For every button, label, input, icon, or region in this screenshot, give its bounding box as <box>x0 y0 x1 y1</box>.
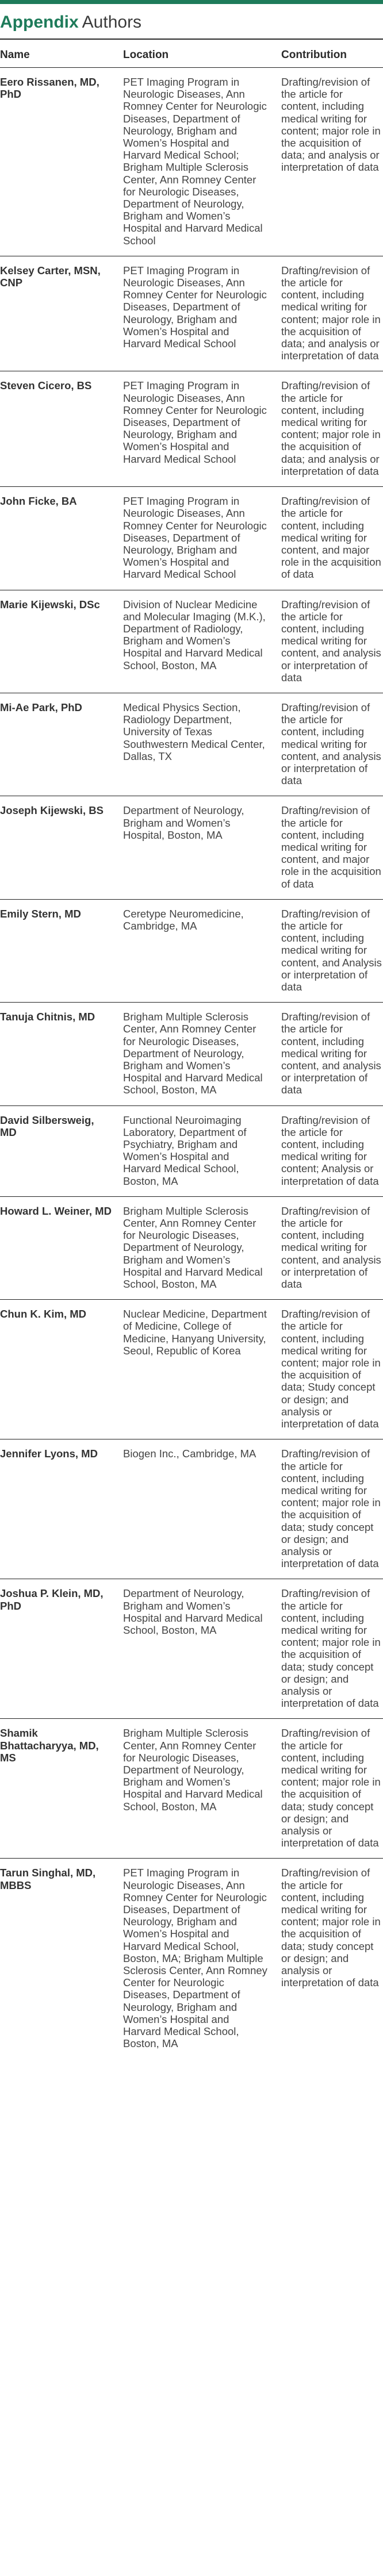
author-contribution: Drafting/revision of the article for content, including medical writing for content; major role in the acquisition of data; and analysis or interpretation of data <box>281 256 383 371</box>
author-name: Tanuja Chitnis, MD <box>0 1003 123 1105</box>
page-title <box>0 12 383 33</box>
author-name: Shamik Bhattacharyya, MD, MS <box>0 1719 123 1859</box>
table-row <box>0 899 383 1002</box>
author-contribution: Drafting/revision of the article for content, including medical writing for content; major role in the acquisition of data; study concept or design; and analysis or interpretation of data <box>281 1579 383 1719</box>
author-contribution: Drafting/revision of the article for content, including medical writing for content; major role in the acquisition of data; study concept or design; and analysis or interpretation of data <box>281 1867 381 1989</box>
author-location: PET Imaging Program in Neurologic Diseases, Ann Romney Center for Neurologic Diseases, Department of Neurology, Brigham and Women’s Hospital and Harvard Medical School; Brigham Multiple Sclerosis Center, Ann Romney Center for Neurologic Diseases, Department of Neurology, Brigham and Women’s Hospital and Harvard Medical School <box>123 68 281 256</box>
author-location: Functional Neuroimaging Laboratory, Department of Psychiatry, Brigham and Women’s Hospital and Harvard Medical School, Boston, MA <box>123 1105 281 1196</box>
author-location: Brigham Multiple Sclerosis Center, Ann Romney Center for Neurologic Diseases, Department of Neurology, Brigham and Women’s Hospital and Harvard Medical School, Boston, MA <box>123 1196 281 1299</box>
author-name: Mi-Ae Park, PhD <box>0 693 123 796</box>
author-name: Tarun Singhal, MD, MBBS <box>0 1867 96 1891</box>
table-row <box>0 693 383 796</box>
author-name: Marie Kijewski, DSc <box>0 590 123 693</box>
author-name: John Ficke, BA <box>0 487 123 590</box>
author-contribution: Drafting/revision of the article for content, including medical writing for content, and analysis or interpretation of data <box>281 590 383 693</box>
author-name: David Silbersweig, MD <box>0 1105 123 1196</box>
column-header-contribution: Contribution <box>281 45 383 68</box>
authors-table <box>0 45 383 2059</box>
appendix-label: Appendix <box>0 13 79 32</box>
table-row <box>0 1719 383 1859</box>
author-contribution: Drafting/revision of the article for content, including medical writing for content, and analysis or interpretation of data <box>281 1196 383 1299</box>
author-contribution: Drafting/revision of the article for content, including medical writing for content; Analysis or interpretation of data <box>281 1105 383 1196</box>
author-contribution: Drafting/revision of the article for content, including medical writing for content; major role in the acquisition of data; study concept or design; and analysis or interpretation of data <box>281 1719 383 1859</box>
title-divider <box>0 39 383 40</box>
author-location: PET Imaging Program in Neurologic Diseases, Ann Romney Center for Neurologic Diseases, Department of Neurology, Brigham and Women’s Hospital and Harvard Medical School, Boston, MA; Brigham Multiple Sclerosis Center, Ann Romney Center for Neurologic Diseases, Department of Neurology, Brigham and Women’s Hospital and Harvard Medical School, Boston, MA <box>123 1867 267 2050</box>
table-row <box>0 1196 383 1299</box>
table-row <box>0 371 383 487</box>
table-row <box>0 1300 383 1439</box>
author-location: PET Imaging Program in Neurologic Diseases, Ann Romney Center for Neurologic Diseases, Department of Neurology, Brigham and Women’s Hospital and Harvard Medical School <box>123 487 281 590</box>
author-location: PET Imaging Program in Neurologic Diseases, Ann Romney Center for Neurologic Diseases, Department of Neurology, Brigham and Women’s Hospital and Harvard Medical School <box>123 371 281 487</box>
author-contribution: Drafting/revision of the article for content, including medical writing for content, and analysis or interpretation of data <box>281 1003 383 1105</box>
table-row <box>0 796 383 899</box>
author-name: Howard L. Weiner, MD <box>0 1196 123 1299</box>
author-name: Steven Cicero, BS <box>0 371 123 487</box>
author-name: Joshua P. Klein, MD, PhD <box>0 1579 123 1719</box>
table-row <box>0 590 383 693</box>
table-row <box>0 1105 383 1196</box>
author-location: Department of Neurology, Brigham and Women’s Hospital and Harvard Medical School, Boston, MA <box>123 1579 281 1719</box>
author-contribution: Drafting/revision of the article for content, including medical writing for content, and major role in the acquisition of data <box>281 487 383 590</box>
title-text: Authors <box>82 13 142 32</box>
top-accent-rule <box>0 0 383 4</box>
table-row <box>0 1579 383 1719</box>
author-contribution: Drafting/revision of the article for content, including medical writing for content, and major role in the acquisition of data <box>281 796 383 899</box>
table-row <box>0 1859 383 2059</box>
author-name: Emily Stern, MD <box>0 899 123 1002</box>
author-location: Medical Physics Section, Radiology Department, University of Texas Southwestern Medical Center, Dallas, TX <box>123 693 281 796</box>
column-header-name: Name <box>0 45 123 68</box>
author-location: Division of Nuclear Medicine and Molecular Imaging (M.K.), Department of Radiology, Brigham and Women’s Hospital and Harvard Medical School, Boston, MA <box>123 590 281 693</box>
table-row <box>0 256 383 371</box>
author-location: Department of Neurology, Brigham and Women’s Hospital, Boston, MA <box>123 796 281 899</box>
author-location: Brigham Multiple Sclerosis Center, Ann Romney Center for Neurologic Diseases, Department of Neurology, Brigham and Women’s Hospital and Harvard Medical School, Boston, MA <box>123 1719 281 1859</box>
author-location: PET Imaging Program in Neurologic Diseases, Ann Romney Center for Neurologic Diseases, Department of Neurology, Brigham and Women’s Hospital and Harvard Medical School <box>123 256 281 371</box>
author-contribution: Drafting/revision of the article for content, including medical writing for content, and Analysis or interpretation of data <box>281 899 383 1002</box>
authors-table-body <box>0 68 383 2059</box>
author-name: Kelsey Carter, MSN, CNP <box>0 256 123 371</box>
author-location: Ceretype Neuromedicine, Cambridge, MA <box>123 899 281 1002</box>
author-name: Chun K. Kim, MD <box>0 1300 123 1439</box>
table-header-row <box>0 45 383 68</box>
author-contribution: Drafting/revision of the article for content, including medical writing for content, and analysis or interpretation of data <box>281 693 383 796</box>
table-row <box>0 1439 383 1579</box>
author-contribution: Drafting/revision of the article for content, including medical writing for content; major role in the acquisition of data; Study concept or design; and analysis or interpretation of data <box>281 1300 383 1439</box>
author-contribution: Drafting/revision of the article for content, including medical writing for content; major role in the acquisition of data; and analysis or interpretation of data <box>281 68 383 256</box>
author-location: Biogen Inc., Cambridge, MA <box>123 1439 281 1579</box>
author-name: Joseph Kijewski, BS <box>0 796 123 899</box>
author-contribution: Drafting/revision of the article for content, including medical writing for content; major role in the acquisition of data; study concept or design; and analysis or interpretation of data <box>281 1439 383 1579</box>
author-contribution: Drafting/revision of the article for content, including medical writing for content; major role in the acquisition of data; and analysis or interpretation of data <box>281 371 383 487</box>
column-header-location: Location <box>123 45 281 68</box>
author-location: Nuclear Medicine, Department of Medicine, College of Medicine, Hanyang University, Seoul, Republic of Korea <box>123 1300 281 1439</box>
table-row <box>0 68 383 256</box>
author-name: Jennifer Lyons, MD <box>0 1439 123 1579</box>
author-name: Eero Rissanen, MD, PhD <box>0 68 123 256</box>
author-location: Brigham Multiple Sclerosis Center, Ann Romney Center for Neurologic Diseases, Department of Neurology, Brigham and Women’s Hospital and Harvard Medical School, Boston, MA <box>123 1003 281 1105</box>
table-row <box>0 1003 383 1105</box>
table-row <box>0 487 383 590</box>
